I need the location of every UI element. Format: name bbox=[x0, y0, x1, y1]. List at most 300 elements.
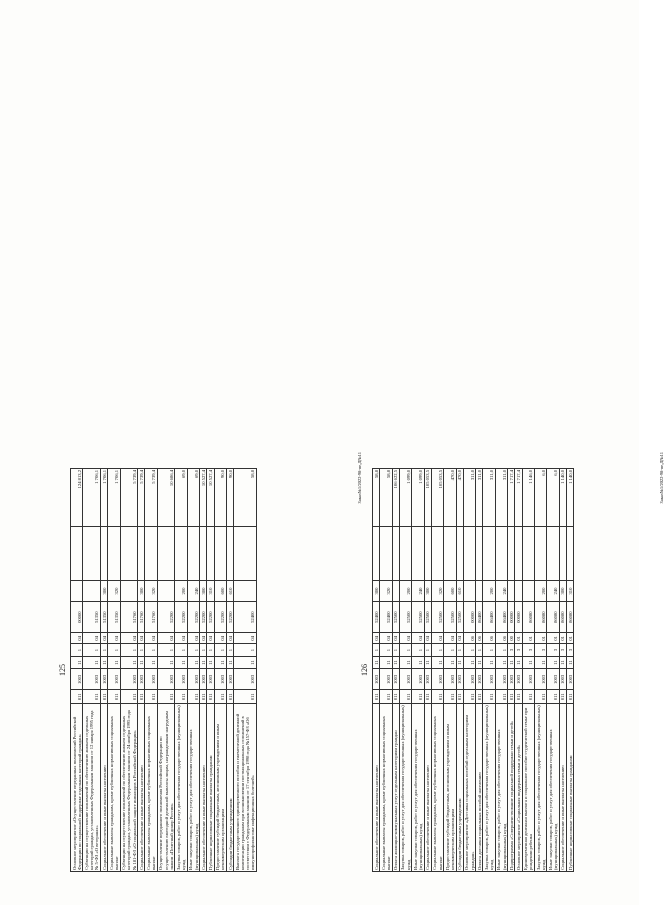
row-name: Социальные выплаты гражданам, кроме публичных нормативных социальных выплат bbox=[431, 704, 443, 872]
row-name: Основное мероприятие «Осуществление переданных полномочий Российской Федерации по социальной поддержке отдельных категорий граждан» bbox=[71, 704, 83, 872]
code-activity: 04 bbox=[431, 633, 443, 644]
code-ministry: 011 bbox=[145, 690, 157, 704]
code-direction: 52500 bbox=[456, 602, 463, 633]
table-row bbox=[373, 469, 380, 872]
row-amount: 1 717,4 bbox=[508, 469, 515, 528]
row-name: Закупка товаров, работ и услуг для обеспечения государственных (муниципальных) нужд bbox=[175, 705, 187, 870]
row-extra bbox=[207, 527, 214, 580]
table-row bbox=[83, 469, 101, 872]
row-name: Субсидии бюджетным учреждениям bbox=[227, 704, 234, 872]
code-activity: 04 bbox=[157, 633, 175, 644]
code-ministry: 011 bbox=[120, 690, 138, 704]
code-ministry: 011 bbox=[463, 690, 475, 704]
code-activity: 04 bbox=[83, 633, 101, 644]
code-expense-type: 240 bbox=[412, 580, 424, 601]
row-name: Основное мероприятие «Социальная поддержка семьи и детей» bbox=[515, 704, 522, 872]
code-expense-type: 300 bbox=[101, 580, 108, 601]
code-program: 11 bbox=[535, 656, 547, 668]
code-ministry: 011 bbox=[399, 690, 411, 704]
table-row bbox=[444, 469, 456, 872]
code-subprogram: 1 bbox=[392, 644, 399, 656]
page-number: 125 bbox=[58, 664, 67, 676]
row-amount: 311,0 bbox=[483, 469, 495, 528]
code-ministry: 011 bbox=[234, 690, 257, 704]
row-amount: 5 739,4 bbox=[120, 469, 138, 528]
code-direction: 51760 bbox=[145, 602, 157, 633]
code-section: 1003 bbox=[399, 669, 411, 690]
code-expense-type: 200 bbox=[535, 580, 547, 601]
code-program: 11 bbox=[522, 656, 534, 668]
code-program: 11 bbox=[187, 656, 199, 668]
code-expense-type: 610 bbox=[227, 580, 234, 601]
code-expense-type: 300 bbox=[138, 580, 145, 601]
table-row bbox=[207, 469, 214, 872]
table-row bbox=[463, 469, 475, 872]
row-name: Оплата доставки социальных пособий населению bbox=[476, 704, 483, 872]
row-name: Предоставление субсидий бюджетным, автономным учреждениям и иным некоммерческим организациям bbox=[214, 704, 226, 872]
page-footer: Заказ№1/2022-98-ое,Д№11 bbox=[659, 452, 664, 504]
code-expense-type: 240 bbox=[187, 580, 199, 601]
code-activity: 04 bbox=[444, 633, 456, 644]
row-name: Иные закупки товаров, работ и услуг для обеспечения государственных (муниципальных) нужд bbox=[187, 704, 199, 872]
code-ministry: 011 bbox=[476, 690, 483, 704]
code-subprogram: 1 bbox=[444, 644, 456, 656]
code-subprogram: 3 bbox=[508, 644, 515, 656]
code-section: 1003 bbox=[431, 669, 443, 690]
code-subprogram: 1 bbox=[476, 644, 483, 656]
code-section: 1003 bbox=[380, 669, 392, 690]
code-subprogram: 1 bbox=[108, 644, 120, 656]
code-activity: 04 bbox=[392, 633, 399, 644]
table-row bbox=[515, 469, 522, 872]
code-section: 1003 bbox=[495, 669, 507, 690]
code-direction: 52500 bbox=[412, 602, 424, 633]
row-extra bbox=[495, 527, 507, 580]
code-expense-type: 320 bbox=[431, 580, 443, 601]
code-activity: 04 bbox=[424, 633, 431, 644]
table-row bbox=[234, 469, 257, 872]
row-extra bbox=[508, 527, 515, 580]
code-direction: 52500 bbox=[392, 602, 399, 633]
code-direction: 51760 bbox=[138, 602, 145, 633]
code-section: 1003 bbox=[175, 669, 187, 690]
code-expense-type bbox=[71, 580, 83, 601]
code-ministry: 011 bbox=[392, 690, 399, 704]
code-program: 11 bbox=[175, 656, 187, 668]
row-name: Социальное обеспечение и иные выплаты населению bbox=[138, 704, 145, 872]
code-program: 11 bbox=[108, 656, 120, 668]
code-section: 1003 bbox=[412, 669, 424, 690]
code-section: 1003 bbox=[508, 669, 515, 690]
row-extra bbox=[120, 527, 138, 580]
code-activity: 04 bbox=[108, 633, 120, 644]
code-ministry: 011 bbox=[373, 690, 380, 704]
code-subprogram: 1 bbox=[145, 644, 157, 656]
row-amount: 124 813,2 bbox=[71, 469, 83, 528]
table-row bbox=[214, 469, 226, 872]
code-program: 11 bbox=[559, 656, 566, 668]
row-name: Иные закупки товаров, работ и услуг для обеспечения государственных (муниципальных) нужд bbox=[495, 704, 507, 872]
table-row bbox=[120, 469, 138, 872]
row-amount: 1 717,4 bbox=[515, 469, 522, 528]
row-amount: 69,0 bbox=[175, 469, 187, 528]
code-ministry: 011 bbox=[187, 690, 199, 704]
code-ministry: 011 bbox=[71, 690, 83, 704]
row-amount: 311,0 bbox=[463, 469, 475, 528]
row-amount: 470,0 bbox=[456, 469, 463, 528]
code-ministry: 011 bbox=[138, 690, 145, 704]
row-extra bbox=[412, 527, 424, 580]
table-row bbox=[138, 469, 145, 872]
code-section: 1003 bbox=[463, 669, 475, 690]
code-ministry: 011 bbox=[559, 690, 566, 704]
code-ministry: 011 bbox=[424, 690, 431, 704]
table-row bbox=[431, 469, 443, 872]
row-name: Социальное обеспечение и иные выплаты населению bbox=[200, 704, 207, 872]
code-activity: 04 bbox=[71, 633, 83, 644]
code-subprogram: 3 bbox=[559, 644, 566, 656]
code-direction: 51350 bbox=[101, 602, 108, 633]
code-expense-type: 240 bbox=[495, 580, 507, 601]
row-name: Закупка товаров, работ и услуг для обеспечения государственных (муниципальных) нужд bbox=[535, 705, 546, 870]
code-activity: 06 bbox=[463, 633, 475, 644]
code-program: 11 bbox=[380, 656, 392, 668]
row-extra bbox=[456, 527, 463, 580]
code-ministry: 011 bbox=[431, 690, 443, 704]
table-row bbox=[412, 469, 424, 872]
table-row bbox=[483, 469, 495, 872]
code-ministry: 011 bbox=[495, 690, 507, 704]
row-extra bbox=[431, 527, 443, 580]
code-expense-type: 320 bbox=[145, 580, 157, 601]
page-footer: Заказ№1/2022-98-ое,Д№11 bbox=[357, 452, 362, 504]
code-subprogram: 1 bbox=[412, 644, 424, 656]
code-direction: 52200 bbox=[200, 602, 207, 633]
code-section: 1003 bbox=[120, 669, 138, 690]
code-section: 1003 bbox=[200, 669, 207, 690]
code-ministry: 011 bbox=[101, 690, 108, 704]
code-program: 11 bbox=[138, 656, 145, 668]
code-ministry: 011 bbox=[207, 690, 214, 704]
code-program: 11 bbox=[157, 656, 175, 668]
row-amount: 105 053,5 bbox=[424, 469, 431, 528]
code-program: 11 bbox=[476, 656, 483, 668]
table-row bbox=[456, 469, 463, 872]
code-subprogram: 3 bbox=[515, 644, 522, 656]
row-extra bbox=[138, 527, 145, 580]
code-program: 11 bbox=[412, 656, 424, 668]
code-subprogram: 1 bbox=[431, 644, 443, 656]
code-activity: 04 bbox=[227, 633, 234, 644]
code-subprogram: 1 bbox=[483, 644, 495, 656]
row-amount: 5 739,4 bbox=[138, 469, 145, 528]
code-ministry: 011 bbox=[456, 690, 463, 704]
code-program: 11 bbox=[214, 656, 226, 668]
row-name: Субвенции на осуществление полномочий по обеспечению жильем отдельных категорий граждан, установленных Федеральным законом от 12 января 1995 года № 5-ФЗ «О ветеранах» bbox=[83, 704, 101, 872]
row-name: Иные закупки товаров, работ и услуг для обеспечения государственных (муниципальных) нужд bbox=[412, 704, 424, 872]
row-extra bbox=[108, 527, 120, 580]
code-activity: 06 bbox=[483, 633, 495, 644]
code-activity: 01 bbox=[522, 633, 534, 644]
code-ministry: 011 bbox=[214, 690, 226, 704]
code-section: 1003 bbox=[559, 669, 566, 690]
code-section: 1003 bbox=[522, 669, 534, 690]
row-name: Осуществление переданного полномочия Российской Федерации по осуществлению ежегодной денежной выплаты лицам, награжденным нагрудным знаком «Почетный донор России» bbox=[157, 704, 175, 872]
code-section: 1003 bbox=[567, 669, 574, 690]
code-activity: 00 bbox=[508, 633, 515, 644]
code-activity: 04 bbox=[412, 633, 424, 644]
code-direction: 00000 bbox=[508, 602, 515, 633]
row-extra bbox=[145, 527, 157, 580]
code-expense-type: 200 bbox=[175, 580, 187, 601]
code-subprogram: 1 bbox=[138, 644, 145, 656]
code-activity: 04 bbox=[101, 633, 108, 644]
row-extra bbox=[157, 527, 175, 580]
row-extra bbox=[567, 527, 574, 580]
code-expense-type bbox=[392, 580, 399, 601]
row-name: Социальное обеспечение и иные выплаты населению bbox=[559, 704, 566, 872]
code-section: 1003 bbox=[71, 669, 83, 690]
code-ministry: 011 bbox=[175, 690, 187, 704]
row-name: Социальные выплаты гражданам, кроме публичных нормативных социальных выплат bbox=[108, 704, 120, 872]
code-program: 11 bbox=[83, 656, 101, 668]
row-extra bbox=[399, 527, 411, 580]
row-extra bbox=[463, 527, 475, 580]
row-amount: 1 146,0 bbox=[522, 469, 534, 528]
code-activity: 01 bbox=[535, 633, 547, 644]
table-row bbox=[227, 469, 234, 872]
code-subprogram: 1 bbox=[101, 644, 108, 656]
row-name: Единовременная денежная выплата и социальное пособие студенческой семье при рождении ребенка bbox=[522, 704, 534, 872]
row-amount: 311,0 bbox=[495, 469, 507, 528]
code-section: 1003 bbox=[392, 669, 399, 690]
code-program: 11 bbox=[463, 656, 475, 668]
row-extra bbox=[187, 527, 199, 580]
code-subprogram: 1 bbox=[120, 644, 138, 656]
table-row bbox=[399, 469, 411, 872]
code-expense-type bbox=[476, 580, 483, 601]
code-activity: 04 bbox=[399, 633, 411, 644]
code-program: 11 bbox=[234, 656, 257, 668]
code-program: 11 bbox=[227, 656, 234, 668]
code-direction: 52500 bbox=[444, 602, 456, 633]
code-expense-type bbox=[522, 580, 534, 601]
code-expense-type: 600 bbox=[214, 580, 226, 601]
code-section: 1003 bbox=[83, 669, 101, 690]
code-subprogram: 1 bbox=[207, 644, 214, 656]
code-program: 11 bbox=[145, 656, 157, 668]
code-program: 11 bbox=[200, 656, 207, 668]
code-direction: 51760 bbox=[120, 602, 138, 633]
code-subprogram: 3 bbox=[547, 644, 559, 656]
row-amount: 6,0 bbox=[535, 469, 547, 528]
code-program: 11 bbox=[392, 656, 399, 668]
code-direction: 52500 bbox=[431, 602, 443, 633]
code-subprogram: 1 bbox=[71, 644, 83, 656]
code-direction: 52400 bbox=[380, 602, 392, 633]
code-activity: 04 bbox=[373, 633, 380, 644]
code-subprogram: 1 bbox=[495, 644, 507, 656]
row-name: Социальные выплаты гражданам, кроме публичных нормативных социальных выплат bbox=[145, 704, 157, 872]
row-amount: 105 053,5 bbox=[431, 469, 443, 528]
row-amount: 58,8 bbox=[380, 469, 392, 528]
code-expense-type: 240 bbox=[547, 580, 559, 601]
code-section: 1003 bbox=[214, 669, 226, 690]
row-extra bbox=[373, 527, 380, 580]
code-subprogram: 1 bbox=[399, 644, 411, 656]
table-row bbox=[187, 469, 199, 872]
code-ministry: 011 bbox=[227, 690, 234, 704]
code-expense-type: 310 bbox=[567, 580, 574, 601]
row-amount: 1 706,1 bbox=[108, 469, 120, 528]
code-ministry: 011 bbox=[567, 690, 574, 704]
row-name: Подпрограмма «Совершенствование социальной поддержки семьи и детей» bbox=[508, 704, 515, 872]
row-name: Выплата государственного единовременного пособия и ежемесячной денежной компенсации гражданам при возникновении поствакцинальных осложнений в соответствии с Федеральным законом от 17 сентября 1998 года №157-ФЗ «Об иммунопрофилактике инфекционных болезней» bbox=[234, 704, 257, 872]
code-direction: 52400 bbox=[234, 602, 257, 633]
code-ministry: 011 bbox=[83, 690, 101, 704]
code-program: 11 bbox=[495, 656, 507, 668]
code-direction: 52200 bbox=[227, 602, 234, 633]
row-name: Социальные выплаты гражданам, кроме публичных нормативных социальных выплат bbox=[380, 704, 392, 872]
table-row bbox=[392, 469, 399, 872]
code-subprogram: 1 bbox=[175, 644, 187, 656]
code-program: 11 bbox=[444, 656, 456, 668]
code-activity: 04 bbox=[120, 633, 138, 644]
code-section: 1003 bbox=[424, 669, 431, 690]
code-activity: 06 bbox=[476, 633, 483, 644]
code-activity: 04 bbox=[207, 633, 214, 644]
code-section: 1003 bbox=[535, 669, 547, 690]
row-extra bbox=[214, 527, 226, 580]
row-name: Публичные нормативные социальные выплаты гражданам bbox=[567, 704, 574, 872]
code-activity: 04 bbox=[145, 633, 157, 644]
code-subprogram: 3 bbox=[567, 644, 574, 656]
code-subprogram: 1 bbox=[463, 644, 475, 656]
code-expense-type bbox=[508, 580, 515, 601]
code-expense-type bbox=[515, 580, 522, 601]
row-amount: 106 622,5 bbox=[392, 469, 399, 528]
code-direction: 00000 bbox=[71, 602, 83, 633]
table-row bbox=[495, 469, 507, 872]
table-row bbox=[559, 469, 566, 872]
table-row bbox=[567, 469, 574, 872]
code-program: 11 bbox=[120, 656, 138, 668]
table-row bbox=[101, 469, 108, 872]
code-section: 1003 bbox=[157, 669, 175, 690]
code-section: 1003 bbox=[138, 669, 145, 690]
code-subprogram: 1 bbox=[234, 644, 257, 656]
code-direction: 00000 bbox=[515, 602, 522, 633]
table-row bbox=[380, 469, 392, 872]
row-extra bbox=[483, 527, 495, 580]
row-amount: 311,0 bbox=[476, 469, 483, 528]
code-program: 11 bbox=[456, 656, 463, 668]
code-activity: 01 bbox=[515, 633, 522, 644]
code-expense-type bbox=[234, 580, 257, 601]
row-amount: 58,8 bbox=[234, 469, 257, 528]
row-amount: 1 099,0 bbox=[412, 469, 424, 528]
row-amount: 5 739,4 bbox=[145, 469, 157, 528]
code-expense-type bbox=[83, 580, 101, 601]
row-extra bbox=[444, 527, 456, 580]
row-name: Социальное обеспечение и иные выплаты населению bbox=[424, 704, 431, 872]
code-program: 11 bbox=[101, 656, 108, 668]
row-extra bbox=[175, 527, 187, 580]
table-row bbox=[476, 469, 483, 872]
code-program: 11 bbox=[483, 656, 495, 668]
code-direction: 52200 bbox=[207, 602, 214, 633]
code-direction: 86080 bbox=[547, 602, 559, 633]
table-row bbox=[157, 469, 175, 872]
code-expense-type: 310 bbox=[207, 580, 214, 601]
row-name: Иные закупки товаров, работ и услуг для обеспечения государственных (муниципальных) нужд bbox=[547, 704, 559, 872]
code-section: 1003 bbox=[444, 669, 456, 690]
table-row bbox=[71, 469, 83, 872]
code-direction: 86400 bbox=[495, 602, 507, 633]
row-name: Субвенции на осуществление полномочий по обеспечению жильем отдельных категорий граждан, установленных Федеральным законом от 24 ноября 1995 года № 181-ФЗ «О социальной защите инвалидов в Российской Федерации» bbox=[120, 704, 138, 872]
budget-table-right bbox=[372, 468, 574, 872]
code-section: 1003 bbox=[108, 669, 120, 690]
code-ministry: 011 bbox=[547, 690, 559, 704]
code-ministry: 011 bbox=[522, 690, 534, 704]
code-direction: 52200 bbox=[187, 602, 199, 633]
row-amount: 6,0 bbox=[547, 469, 559, 528]
code-program: 11 bbox=[508, 656, 515, 668]
row-extra bbox=[424, 527, 431, 580]
code-ministry: 011 bbox=[200, 690, 207, 704]
code-expense-type: 300 bbox=[200, 580, 207, 601]
code-activity: 01 bbox=[567, 633, 574, 644]
code-direction: 52200 bbox=[157, 602, 175, 633]
code-direction: 52500 bbox=[424, 602, 431, 633]
code-activity: 04 bbox=[138, 633, 145, 644]
row-amount: 58,8 bbox=[373, 469, 380, 528]
row-amount: 90,0 bbox=[214, 469, 226, 528]
code-expense-type: 320 bbox=[108, 580, 120, 601]
code-expense-type: 600 bbox=[444, 580, 456, 601]
row-extra bbox=[547, 527, 559, 580]
code-program: 11 bbox=[547, 656, 559, 668]
row-name: Субсидии бюджетным учреждениям bbox=[456, 704, 463, 872]
code-ministry: 011 bbox=[483, 690, 495, 704]
code-activity: 04 bbox=[234, 633, 257, 644]
code-subprogram: 1 bbox=[187, 644, 199, 656]
code-ministry: 011 bbox=[508, 690, 515, 704]
code-expense-type: 200 bbox=[399, 580, 411, 601]
code-program: 11 bbox=[399, 656, 411, 668]
code-section: 1003 bbox=[187, 669, 199, 690]
code-subprogram: 1 bbox=[83, 644, 101, 656]
row-name: Основное мероприятие «Доставка социальных пособий отдельным категориям граждан» bbox=[463, 704, 475, 872]
table-row bbox=[200, 469, 207, 872]
code-ministry: 011 bbox=[515, 690, 522, 704]
code-program: 11 bbox=[515, 656, 522, 668]
row-name: Социальное обеспечение и иные выплаты населению bbox=[373, 704, 380, 872]
code-expense-type: 610 bbox=[456, 580, 463, 601]
row-extra bbox=[522, 527, 534, 580]
code-direction: 86400 bbox=[483, 602, 495, 633]
code-direction: 86080 bbox=[559, 602, 566, 633]
row-extra bbox=[515, 527, 522, 580]
row-extra bbox=[101, 527, 108, 580]
code-activity: 04 bbox=[175, 633, 187, 644]
code-expense-type: 300 bbox=[559, 580, 566, 601]
code-program: 11 bbox=[373, 656, 380, 668]
row-name: Социальное обеспечение и иные выплаты населению bbox=[101, 704, 108, 872]
row-amount: 10 686,4 bbox=[157, 469, 175, 528]
code-direction: 86080 bbox=[535, 602, 547, 633]
table-row bbox=[535, 469, 547, 872]
